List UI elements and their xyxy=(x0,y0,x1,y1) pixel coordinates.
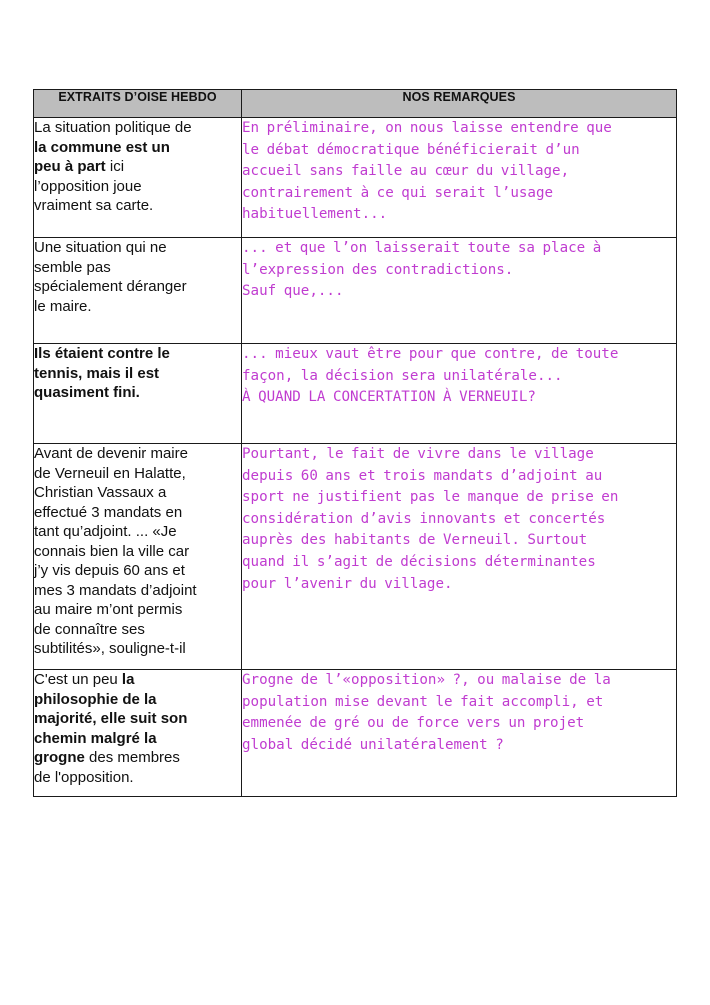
extract-line xyxy=(34,542,241,562)
extract-text: vraiment sa carte. xyxy=(34,197,154,214)
extract-text: semble pas xyxy=(34,258,111,276)
extract-text: Christian Vassaux a xyxy=(34,484,167,501)
extract-text: La situation politique de xyxy=(34,119,192,136)
extract-line xyxy=(34,483,241,503)
extract-bold-text: Ils étaient contre le xyxy=(34,345,170,362)
remark-line: population mise devant le fait accompli, et xyxy=(242,693,604,710)
extract-cell xyxy=(34,238,242,344)
extract-cell xyxy=(34,670,242,797)
remark-line: sport ne justifient pas le manque de prise en xyxy=(242,489,619,506)
extract-line xyxy=(34,383,241,403)
extract-line xyxy=(34,258,241,278)
extract-bold-text: la commune est un xyxy=(34,138,170,156)
table-row xyxy=(34,444,677,670)
extract-text: de Verneuil en Halatte, xyxy=(34,464,186,482)
extract-line xyxy=(34,670,241,690)
extract-text: subtilités», souligne-t-il xyxy=(34,640,186,657)
header-extraits: EXTRAITS D’OISE HEBDO xyxy=(34,90,242,118)
table-header-row xyxy=(34,90,677,118)
remark-line: accueil sans faille au cœur du village, xyxy=(242,163,570,180)
extract-line xyxy=(34,748,241,768)
extract-bold-text: chemin malgré la xyxy=(34,729,157,747)
remark-cell xyxy=(242,118,677,238)
remark-line: ... et que l’on laisserait toute sa place à xyxy=(242,240,602,256)
remark-line: emmenée de gré ou de force vers un projet xyxy=(242,715,585,732)
remark-line: considération d’avis innovants et concertés xyxy=(242,510,606,527)
table-row xyxy=(34,670,677,797)
extract-text: de connaître ses xyxy=(34,620,145,638)
remark-line: contrairement à ce qui serait l’usage xyxy=(242,184,554,201)
extract-text: de l'opposition. xyxy=(34,768,134,786)
remark-line: Sauf que,... xyxy=(242,283,344,300)
table-row xyxy=(34,118,677,238)
remark-cell xyxy=(242,670,677,797)
extract-line xyxy=(34,581,241,601)
extract-bold-text: grogne xyxy=(34,749,85,766)
extract-text: C'est un peu xyxy=(34,671,122,688)
extract-text: l’opposition joue xyxy=(34,177,142,195)
remark-line: auprès des habitants de Verneuil. Surtout xyxy=(242,532,588,549)
remark-line: pour l’avenir du village. xyxy=(242,575,453,592)
remark-line: ... mieux vaut être pour que contre, de toute xyxy=(242,346,619,362)
extract-line xyxy=(34,768,241,788)
remark-line: l’expression des contradictions. xyxy=(242,261,514,278)
extract-line xyxy=(34,297,241,317)
extract-line xyxy=(34,277,241,297)
remark-line: habituellement... xyxy=(242,206,388,223)
extract-bold-text: peu à part xyxy=(34,158,106,175)
extract-bold-text: quasiment fini. xyxy=(34,384,140,401)
remark-line: En préliminaire, on nous laisse entendre que xyxy=(242,120,612,136)
extract-line xyxy=(34,464,241,484)
extract-text: tant qu’adjoint. ... «Je xyxy=(34,523,177,540)
remark-line: le débat démocratique bénéficierait d’un xyxy=(242,141,580,158)
extract-line xyxy=(34,157,241,177)
remark-line: quand il s’agit de décisions déterminantes xyxy=(242,553,596,570)
extract-line xyxy=(34,639,241,659)
remark-line: Grogne de l’«opposition» ?, ou malaise de la xyxy=(242,672,611,688)
table-row xyxy=(34,238,677,344)
remark-line: global décidé unilatéralement ? xyxy=(242,736,504,753)
extract-cell xyxy=(34,444,242,670)
extract-line xyxy=(34,196,241,216)
extract-bold-text: philosophie de la xyxy=(34,690,157,708)
extract-line xyxy=(34,344,241,364)
remark-line: Pourtant, le fait de vivre dans le village xyxy=(242,446,594,462)
header-remarques: NOS REMARQUES xyxy=(242,90,677,118)
extract-bold-text: tennis, mais il est xyxy=(34,364,160,382)
remark-line: façon, la décision sera unilatérale... xyxy=(242,367,563,384)
extract-text: le maire. xyxy=(34,297,92,315)
extract-text: connais bien la ville car xyxy=(34,542,190,560)
table-row xyxy=(34,344,677,444)
extract-text: mes 3 mandats d’adjoint xyxy=(34,581,197,599)
extract-bold-text: la xyxy=(121,671,135,688)
remark-cell xyxy=(242,344,677,444)
extract-line xyxy=(34,522,241,542)
extract-text: j’y vis depuis 60 ans et xyxy=(34,562,185,579)
extract-cell xyxy=(34,344,242,444)
extract-line xyxy=(34,729,241,749)
extract-line xyxy=(34,503,241,523)
extract-line xyxy=(34,238,241,258)
extract-text: Une situation qui ne xyxy=(34,239,167,256)
extract-line xyxy=(34,709,241,729)
remark-line: À QUAND LA CONCERTATION À VERNEUIL? xyxy=(242,389,536,406)
extract-text: au maire m’ont permis xyxy=(34,601,183,618)
extract-line xyxy=(34,444,241,464)
extract-line xyxy=(34,138,241,158)
extract-text: spécialement déranger xyxy=(34,278,187,295)
remark-cell xyxy=(242,238,677,344)
extract-bold-text: majorité, elle suit son xyxy=(34,710,188,727)
extract-line xyxy=(34,118,241,138)
extract-text: effectué 3 mandats en xyxy=(34,503,183,521)
comments-table xyxy=(33,89,677,797)
extract-text: ici xyxy=(105,158,125,175)
extract-text: Avant de devenir maire xyxy=(34,445,188,462)
extract-line xyxy=(34,690,241,710)
extract-line xyxy=(34,600,241,620)
extract-line xyxy=(34,561,241,581)
remark-line: depuis 60 ans et trois mandats d’adjoint au xyxy=(242,467,603,484)
remark-cell xyxy=(242,444,677,670)
extract-line xyxy=(34,620,241,640)
extract-cell xyxy=(34,118,242,238)
extract-text: des membres xyxy=(84,749,180,766)
extract-line xyxy=(34,177,241,197)
extract-line xyxy=(34,364,241,384)
